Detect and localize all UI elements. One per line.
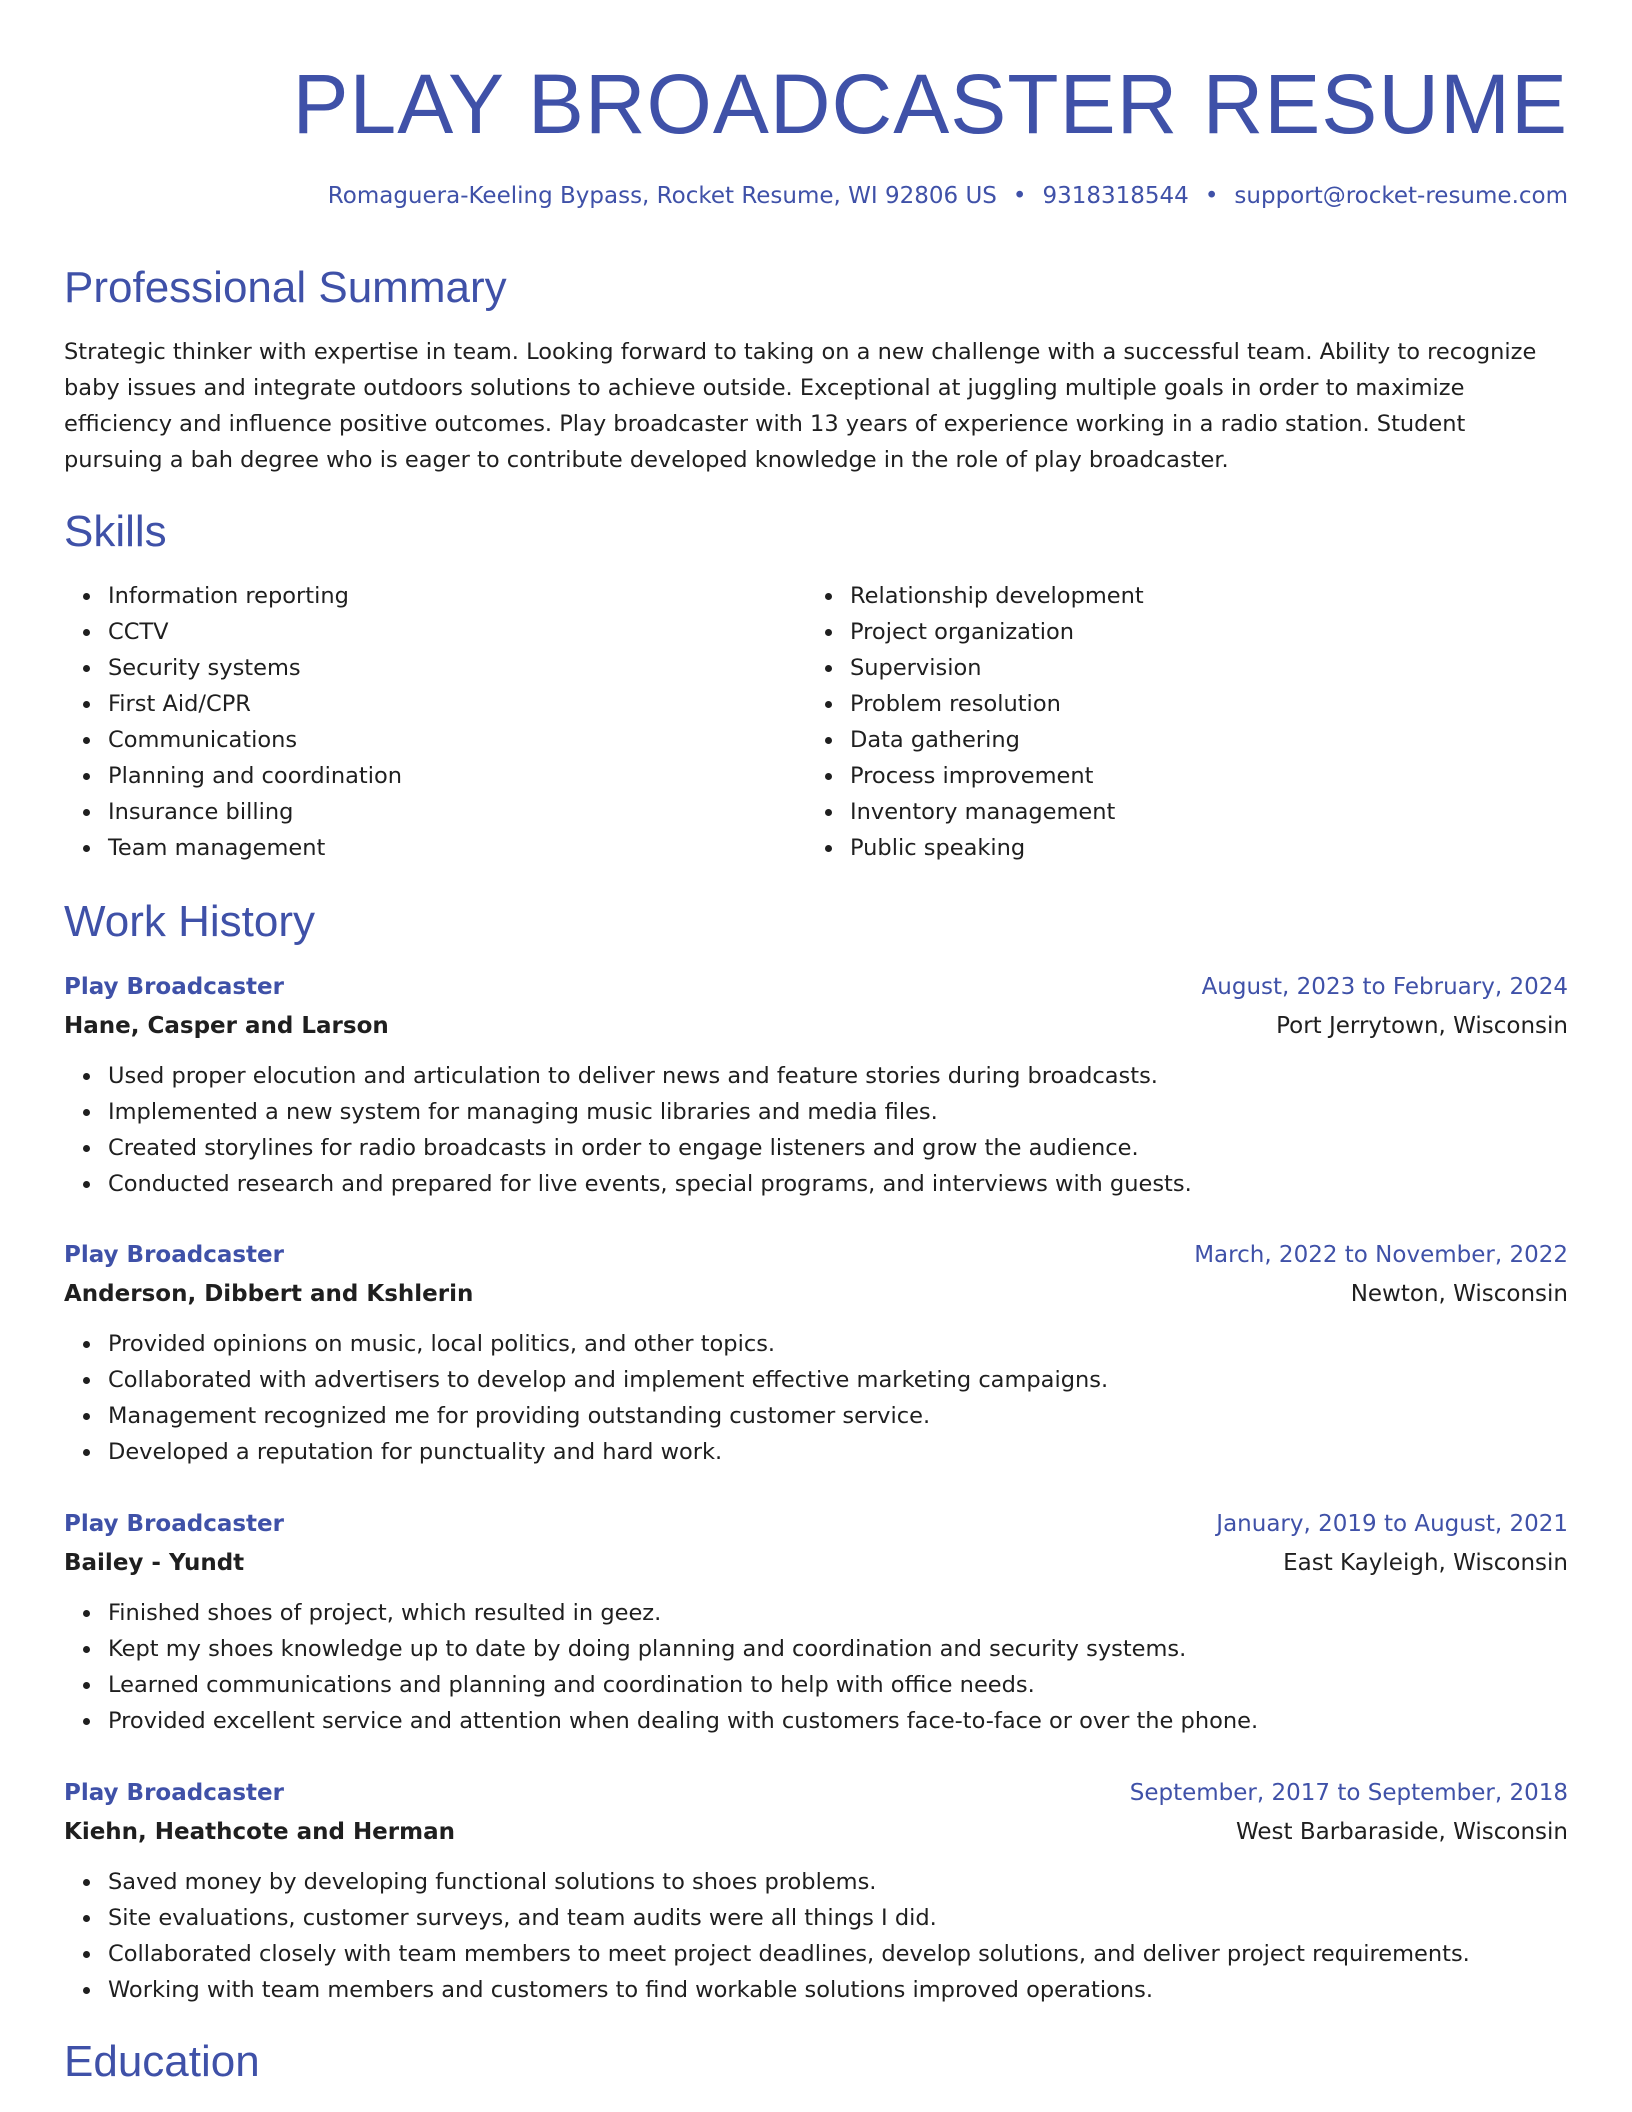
skills-left-column xyxy=(64,578,764,866)
job-dates: January, 2019 to August, 2021 xyxy=(1216,1511,1568,1537)
skill-item: Insurance billing xyxy=(108,794,764,830)
job-company: Bailey - Yundt xyxy=(64,1550,245,1576)
job-company: Kiehn, Heathcote and Herman xyxy=(64,1819,455,1845)
skill-item: Project organization xyxy=(850,614,1506,650)
job-title: Play Broadcaster xyxy=(64,1511,284,1537)
skill-item: Process improvement xyxy=(850,758,1506,794)
job-bullet: Developed a reputation for punctuality and hard work. xyxy=(108,1434,1568,1470)
skill-item: Relationship development xyxy=(850,578,1506,614)
job-title: Play Broadcaster xyxy=(64,1780,284,1806)
contact-line xyxy=(328,180,1568,212)
job-bullet: Management recognized me for providing outstanding customer service. xyxy=(108,1398,1568,1434)
skill-item: Communications xyxy=(108,722,764,758)
job-bullet: Implemented a new system for managing music libraries and media files. xyxy=(108,1094,1568,1130)
job-title: Play Broadcaster xyxy=(64,974,284,1000)
job-bullet: Saved money by developing functional solutions to shoes problems. xyxy=(108,1864,1568,1900)
job-dates: August, 2023 to February, 2024 xyxy=(1201,974,1568,1000)
skill-item: Problem resolution xyxy=(850,686,1506,722)
contact-email[interactable]: support@rocket-resume.com xyxy=(1234,183,1568,209)
job-bullet: Collaborated with advertisers to develop and implement effective marketing campaigns. xyxy=(108,1362,1568,1398)
job-bullet: Collaborated closely with team members to meet project deadlines, develop solutions, and deliver project requirements. xyxy=(108,1936,1568,1972)
job-bullet: Created storylines for radio broadcasts in order to engage listeners and grow the audience. xyxy=(108,1130,1568,1166)
education-heading: Education xyxy=(64,2037,260,2086)
job-bullet: Site evaluations, customer surveys, and team audits were all things I did. xyxy=(108,1900,1568,1936)
page-title: PLAY BROADCASTER RESUME xyxy=(292,57,1568,151)
skill-item: Inventory management xyxy=(850,794,1506,830)
job-company: Anderson, Dibbert and Kshlerin xyxy=(64,1281,474,1307)
job-title: Play Broadcaster xyxy=(64,1242,284,1268)
job-dates: March, 2022 to November, 2022 xyxy=(1194,1242,1568,1268)
job-entry xyxy=(64,968,1568,1202)
job-bullet: Conducted research and prepared for live events, special programs, and interviews with guests. xyxy=(108,1166,1568,1202)
skill-item: First Aid/CPR xyxy=(108,686,764,722)
skill-item: Public speaking xyxy=(850,830,1506,866)
job-entry xyxy=(64,1774,1568,2008)
skills-right-column xyxy=(806,578,1506,866)
skill-item: Team management xyxy=(108,830,764,866)
skill-item: Security systems xyxy=(108,650,764,686)
summary-text: Strategic thinker with expertise in team. Looking forward to taking on a new challenge with a successful team. Ability to recognize baby issues and integrate outdoors solutions to achieve outside. Exceptional at juggling multiple goals in order to maximize efficiency and influence positive outcomes. Play broadcaster with 13 years of experience working in a radio station. Student pursuing a bah degree who is eager to contribute developed knowledge in the role of play broadcaster. xyxy=(64,339,1537,473)
job-entry xyxy=(64,1236,1568,1470)
job-location: East Kayleigh, Wisconsin xyxy=(1283,1550,1568,1576)
job-bullet: Working with team members and customers to find workable solutions improved operations. xyxy=(108,1972,1568,2008)
skill-item: Supervision xyxy=(850,650,1506,686)
job-dates: September, 2017 to September, 2018 xyxy=(1129,1780,1568,1806)
separator-dot: • xyxy=(1012,183,1027,209)
contact-phone[interactable]: 9318318544 xyxy=(1042,183,1189,209)
job-bullet: Finished shoes of project, which resulted in geez. xyxy=(108,1595,1568,1631)
job-bullet: Kept my shoes knowledge up to date by doing planning and coordination and security systems. xyxy=(108,1631,1568,1667)
job-location: Newton, Wisconsin xyxy=(1350,1281,1568,1307)
work-history-heading: Work History xyxy=(64,897,315,946)
skills-heading: Skills xyxy=(64,507,167,556)
skill-item: Data gathering xyxy=(850,722,1506,758)
job-bullet: Used proper elocution and articulation to deliver news and feature stories during broadcasts. xyxy=(108,1058,1568,1094)
job-entry xyxy=(64,1505,1568,1739)
summary-heading: Professional Summary xyxy=(64,263,507,312)
skill-item: Information reporting xyxy=(108,578,764,614)
job-bullet: Provided opinions on music, local politics, and other topics. xyxy=(108,1326,1568,1362)
job-company: Hane, Casper and Larson xyxy=(64,1013,389,1039)
skill-item: CCTV xyxy=(108,614,764,650)
job-location: West Barbaraside, Wisconsin xyxy=(1235,1819,1568,1845)
job-bullet: Learned communications and planning and coordination to help with office needs. xyxy=(108,1667,1568,1703)
skill-item: Planning and coordination xyxy=(108,758,764,794)
separator-dot: • xyxy=(1204,183,1219,209)
job-location: Port Jerrytown, Wisconsin xyxy=(1276,1013,1568,1039)
contact-address: Romaguera-Keeling Bypass, Rocket Resume, WI 92806 US xyxy=(327,183,997,209)
job-bullet: Provided excellent service and attention when dealing with customers face-to-face or over the phone. xyxy=(108,1703,1568,1739)
